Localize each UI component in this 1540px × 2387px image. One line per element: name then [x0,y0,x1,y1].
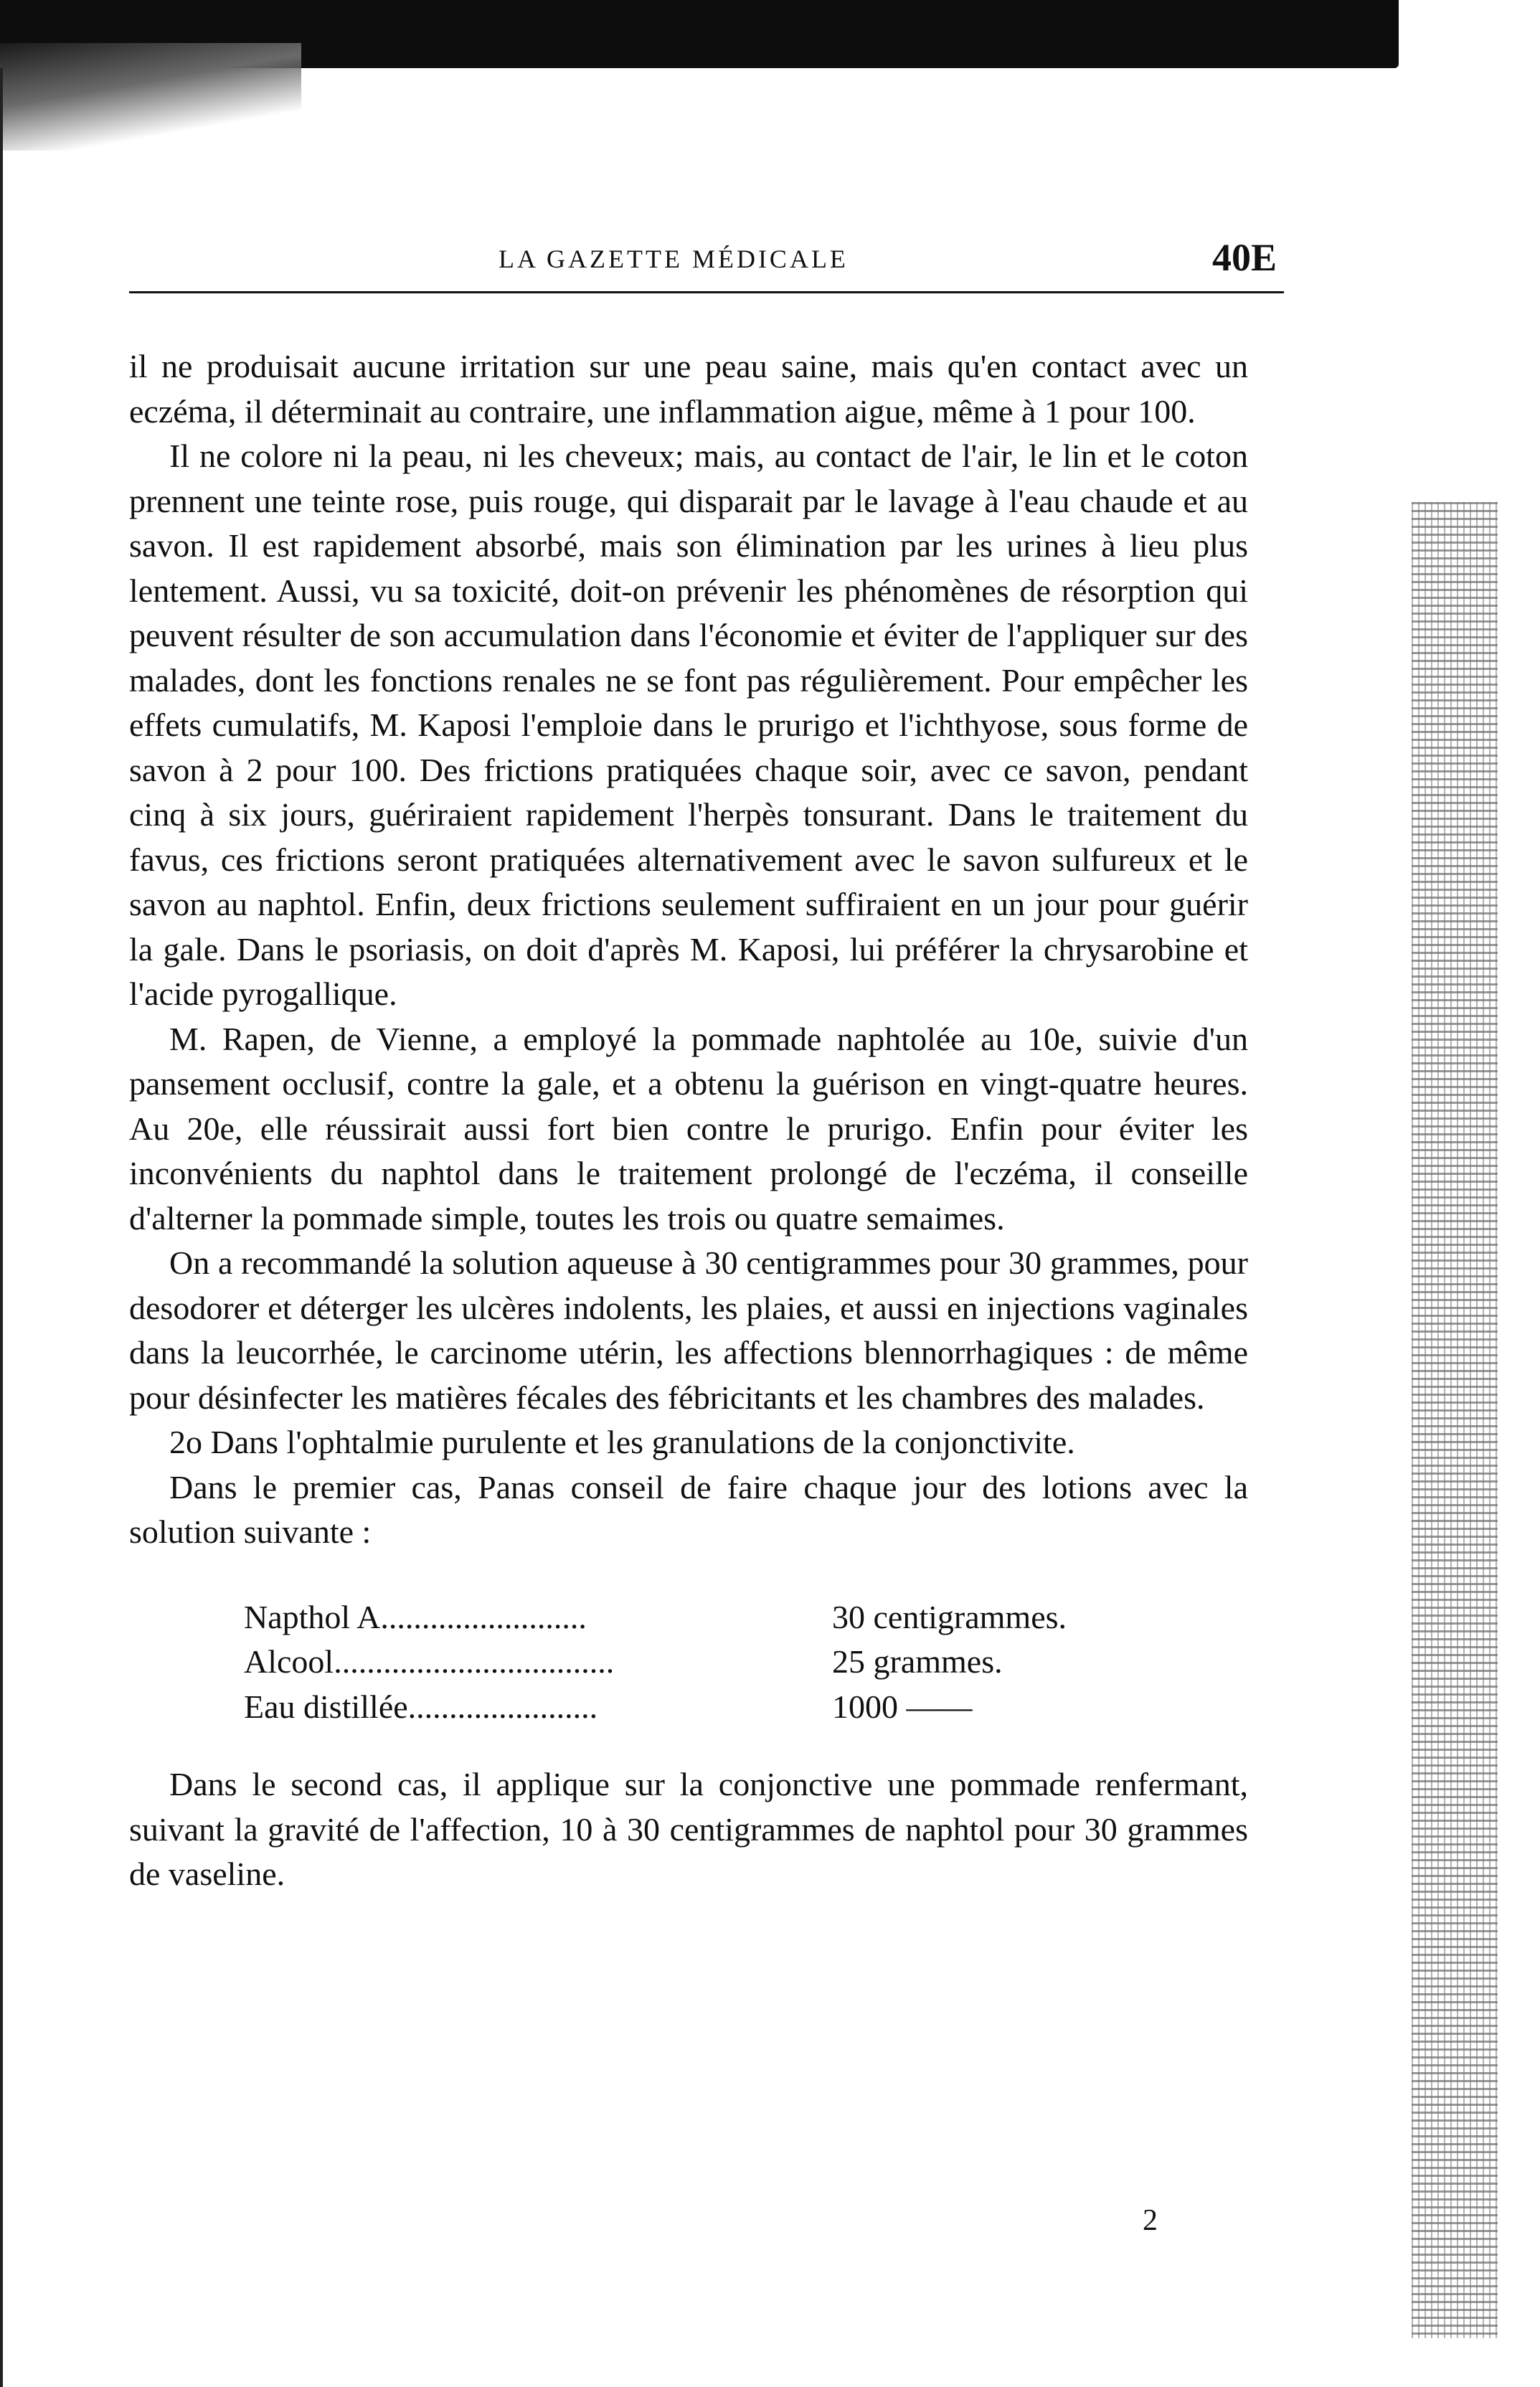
ingredient-quantity: 30 centigrammes. [832,1598,1067,1635]
header-rule [129,291,1284,293]
paragraph: Dans le premier cas, Panas conseil de faire chaque jour des lotions avec la solution suivante : [129,1468,1248,1550]
scan-binding-noise [1412,502,1498,2338]
running-head: LA GAZETTE MÉDICALE [499,245,849,273]
ingredient-quantity: 1000 —— [832,1688,973,1725]
scan-corner-shadow [0,43,301,151]
recipe-table [244,1595,1140,1730]
ingredient-quantity: 25 grammes. [832,1643,1003,1680]
ingredient-name: Alcool.................................. [244,1643,615,1680]
recipe-row [244,1595,1140,1640]
paragraph: M. Rapen, de Vienne, a employé la pommade naphtolée au 10e, suivie d'un pansement occlusif, contre la gale, et a obtenu la guérison en vingt-quatre heures. Au 20e, elle réussirait aussi fort bien contre le prurigo. Enfin pour éviter les inconvénients du naphtol dans le traitement prolongé de l'eczéma, il conseille d'alterner la pommade simple, toutes les trois ou quatre semaimes. [129,1020,1248,1237]
paragraph: Il ne colore ni la peau, ni les cheveux; mais, au contact de l'air, le lin et le coton prennent une teinte rose, puis rouge, qui disparait par le lavage à l'eau chaude et au savon. Il est rapidement absorbé, mais son élimination par les urines à lieu plus lentement. Aussi, vu sa toxicité, doit-on prévenir les phénomènes de résorption qui peuvent résulter de son accumulation dans l'économie et éviter de l'appliquer sur des malades, dont les fonctions renales ne se font pas régulièrement. Pour empêcher les effets cumulatifs, M. Kaposi l'emploie dans le prurigo et l'ichthyose, sous forme de savon à 2 pour 100. Des frictions pratiquées chaque soir, avec ce savon, pendant cinq à six jours, guériraient rapidement l'herpès tonsurant. Dans le traitement du favus, ces frictions seront pratiquées alternativement avec le savon sulfureux et le savon au naphtol. Enfin, deux frictions seulement suffiraient en un jour pour guérir la gale. Dans le psoriasis, on doit d'après M. Kaposi, lui préférer la chrysarobine et l'acide pyrogallique. [129,438,1248,1012]
paragraph: il ne produisait aucune irritation sur une peau saine, mais qu'en contact avec un eczéma, il déterminait au contraire, une inflammation aigue, même à 1 pour 100. [129,348,1248,430]
paragraph: Dans le second cas, il applique sur la conjonctive une pommade renfermant, suivant la gravité de l'affection, 10 à 30 centigrammes de naphtol pour 30 grammes de vaseline. [129,1766,1248,1892]
page-header [129,230,1277,287]
paragraph: 2o Dans l'ophtalmie purulente et les granulations de la conjonctivite. [169,1424,1075,1460]
ingredient-name: Eau distillée....................... [244,1688,598,1725]
paragraph: On a recommandé la solution aqueuse à 30 centigrammes pour 30 grammes, pour desodorer et déterger les ulcères indolents, les plaies, et aussi en injections vaginales dans la leucorrhée, le carcinome utérin, les affections blennorrhagiques : de même pour désinfecter les matières fécales des fébricitants et les chambres des malades. [129,1244,1248,1416]
ingredient-name: Napthol A......................... [244,1598,587,1635]
page-number: 40E [1211,236,1277,279]
scan-left-edge [0,68,3,2387]
recipe-row [244,1685,1140,1730]
recipe-row [244,1640,1140,1685]
signature-mark: 2 [1143,2204,1158,2237]
page-body [129,344,1248,1897]
